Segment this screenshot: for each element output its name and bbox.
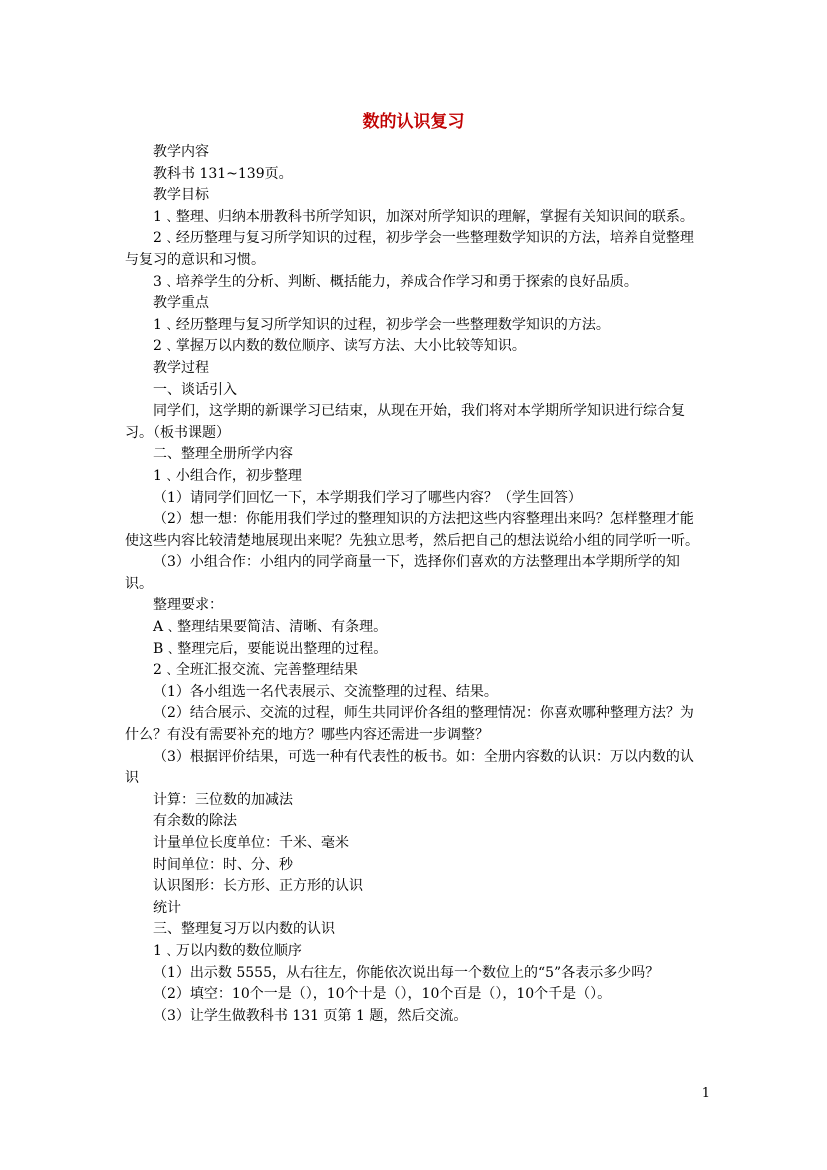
paragraph-step-1-2: （2）想一想：你能用我们学过的整理知识的方法把这些内容整理出来吗？怎样整理才能使这些内容比较清楚地展现出来呢？先独立思考，然后把自己的想法说给小组的同学听一听。	[125, 511, 699, 549]
paragraph-place-value: 1﹑万以内数的数位顺序	[153, 942, 302, 959]
heading-teaching-content: 教学内容	[153, 144, 209, 160]
paragraph-place-value-2: （2）填空：10个一是（），10个十是（），10个百是（），10个千是（）。	[153, 986, 612, 1003]
heading-section-2: 二、整理全册所学内容	[153, 446, 293, 463]
paragraph-time-units: 时间单位：时、分、秒	[153, 856, 293, 873]
paragraph-step-2-3: （3）根据评价结果，可选一种有代表性的板书。如：全册内容数的认识：万以内数的认识	[125, 748, 694, 787]
paragraph-step-2-1: （1）各小组选一名代表展示、交流整理的过程、结果。	[153, 683, 498, 700]
paragraph-calculation: 计算：三位数的加减法	[153, 791, 293, 808]
heading-teaching-process: 教学过程	[153, 359, 209, 376]
heading-section-1: 一、谈话引入	[153, 381, 237, 398]
paragraph-step-2-2: （2）结合展示、交流的过程，师生共同评价各组的整理情况：你喜欢哪种整理方法？为什么？有没有需要补充的地方？哪些内容还需进一步调整？	[125, 705, 694, 744]
paragraph-intro: 同学们，这学期的新课学习已结束，从现在开始，我们将对本学期所学知识进行综合复习。（板书课题）	[125, 403, 685, 441]
paragraph-textbook-pages: 教科书 131~139页。	[153, 165, 293, 182]
heading-teaching-focus: 教学重点	[153, 295, 209, 312]
paragraph-step-1-3: （3）小组合作：小组内的同学商量一下，选择你们喜欢的方法整理出本学期所学的知识。	[125, 554, 680, 592]
paragraph-step-1: 1﹑小组合作，初步整理	[153, 467, 302, 484]
heading-section-3: 三、整理复习万以内数的认识	[153, 921, 335, 938]
paragraph-place-value-1: （1）出示数 5555，从右往左，你能依次说出每一个数位上的“5”各表示多少吗？	[153, 964, 660, 981]
paragraph-goal-1: 1﹑整理、归纳本册教科书所学知识，加深对所学知识的理解，掌握有关知识间的联系。	[153, 208, 694, 225]
paragraph-place-value-3: （3）让学生做教科书 131 页第 1 题，然后交流。	[153, 1007, 468, 1024]
paragraph-division: 有余数的除法	[153, 813, 237, 830]
document-body	[125, 142, 707, 1027]
paragraph-statistics: 统计	[153, 899, 181, 916]
paragraph-goal-2: 2﹑经历整理与复习所学知识的过程，初步学会一些整理数学知识的方法，培养自觉整理与复习的意识和习惯。	[125, 230, 694, 268]
paragraph-requirement-a: A﹑整理结果要简洁、清晰、有条理。	[153, 619, 388, 636]
heading-teaching-goals: 教学目标	[153, 187, 209, 204]
document-title: 数的认识复习	[362, 112, 465, 132]
paragraph-shapes: 认识图形：长方形、正方形的认识	[153, 878, 363, 895]
paragraph-focus-1: 1﹑经历整理与复习所学知识的过程，初步学会一些整理数学知识的方法。	[153, 316, 610, 333]
paragraph-goal-3: 3﹑培养学生的分析、判断、概括能力，养成合作学习和勇于探索的良好品质。	[153, 273, 638, 290]
paragraph-requirement-b: B﹑整理完后，要能说出整理的过程。	[153, 640, 388, 657]
paragraph-step-1-1: （1）请同学们回忆一下，本学期我们学习了哪些内容？（学生回答）	[153, 489, 582, 506]
page-number: 1	[701, 1086, 710, 1101]
paragraph-focus-2: 2﹑掌握万以内数的数位顺序、读写方法、大小比较等知识。	[153, 338, 526, 355]
paragraph-requirements: 整理要求：	[153, 597, 223, 614]
paragraph-length-units: 计量单位长度单位：千米、毫米	[153, 835, 349, 851]
paragraph-step-2: 2﹑全班汇报交流、完善整理结果	[153, 662, 358, 679]
